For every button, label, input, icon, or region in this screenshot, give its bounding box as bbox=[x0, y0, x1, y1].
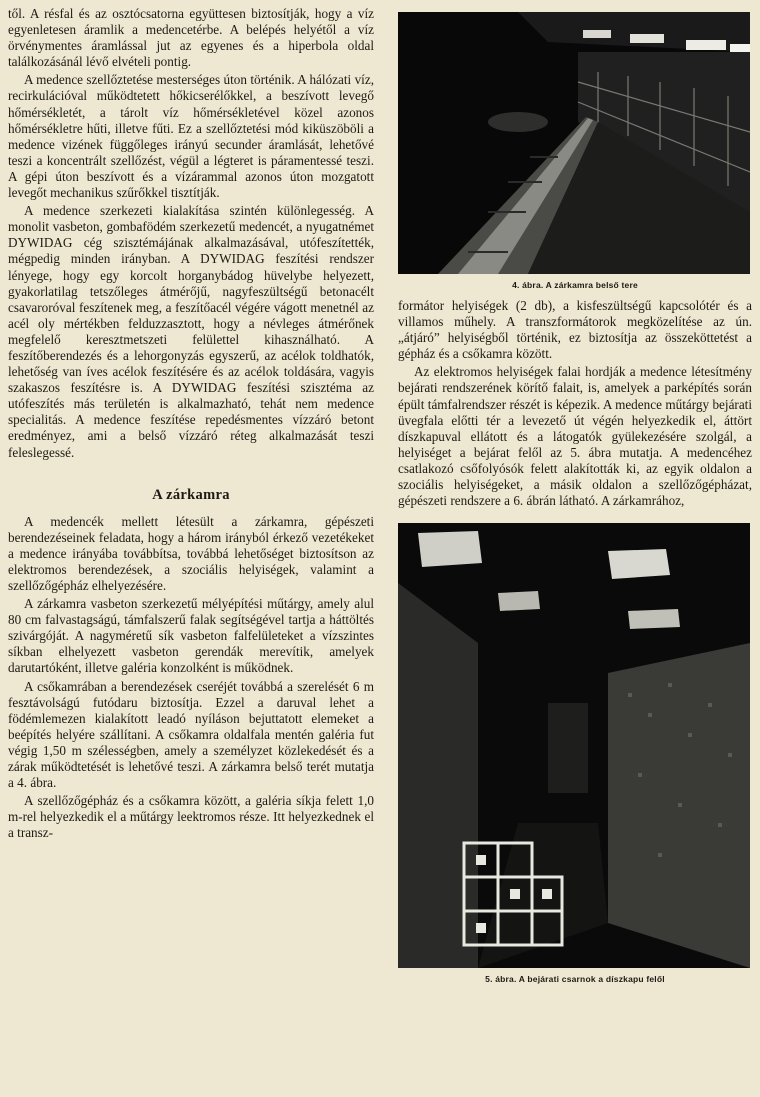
section-heading-zarkamra: A zárkamra bbox=[152, 486, 230, 503]
paragraph-zarkamra-intro: A medencék mellett létesült a zárkamra, gépészeti berendezéseinek feladata, hogy a három irányból érkező vezetékeket a medence irányába továbbítsa, továbbá lehetőséget biztosítson az elektromos berendezések, a szociális helyiségek, valamint a szellőzőgépház elhelyezésére. bbox=[8, 513, 374, 593]
paragraph-electrical: A szellőzőgépház és a csőkamra között, a galéria síkja felett 1,0 m-rel helyezkedik el a műtárgy leektromos része. Itt helyezkednek el a transz- bbox=[8, 793, 374, 841]
figure-4-photo bbox=[398, 12, 750, 274]
paragraph-crane: A csőkamrában a berendezések cseréjét továbbá a szerelését 6 m fesztávolságú futódaru biztosítja. Ezzel a daruval lehet a födémlemezen kialakított leadó nyíláson bejuttatott elemeket a beépítés helyére szállítani. A csőkamra oldalfala mentén galéria fut végig 1,50 m szélességben, amely a személyzet közlekedését és a zárak működtetését is lehetővé teszi. A zárkamra belső terét mutatja a 4. ábra. bbox=[8, 678, 374, 791]
right-column bbox=[398, 12, 752, 992]
paragraph-ventilation: A medence szellőztetése mesterséges úton történik. A hálózati víz, recirkulációval működtetett hőkicserélőkkel, a beszívott levegő hőmérsékletét, a tárolt víz hőmérsékletével közel azonos hőmérsékletre hűti, illetve fűti. Ez a szellőztetési mód kiküszöböli a medence vizének függőleges irányú secunder áramlását, lehetővé teszi a koncentrált szellőzést, végül a légteret is páramentessé teszi. A gépi úton beszívott és a vízárammal azonos úton mozgatott levegőt mechanikus szűrőkkel tisztítják. bbox=[8, 72, 374, 201]
paragraph-transformer: formátor helyiségek (2 db), a kisfeszültségű kapcsolótér és a villamos műhely. A transzformátorok megközelítése az ún. „átjáró” helyiségből történik, ez biztosítja az összeköttetést a gépház és a csőkamra között. bbox=[398, 298, 752, 362]
paragraph-structure: A medence szerkezeti kialakítása szintén különlegesség. A monolit vasbeton, gombafödém szerkezetű medencét, a nyugatnémet DYWIDAG cég szisztémájának alkalmazásával, utófeszítették, mégpedig minden irányban. A DYWIDAG feszítési rendszer lényege, hogy egy korcolt horganybádog hüvelybe helyezett, gyakorlatilag tetszőleges átmérőjű, nagyfeszültségű betonacélt csavaroróval feszítenek meg, a feszítőacél végére vágott menetnél az acél oly mértékben felduzzasztott, hogy a névleges átmérőnek megfelelő keresztmetszeti felülettel kihasználható. A feszítőberendezés és a lehorgonyzás egyszerű, az acélok toldhatók, lehetőség van íves acélok feszítésére és az acélok toldására, vagyis szakaszos feszítésre is. A DYWIDAG feszítési szisztéma az utófeszítés más területén is alkalmazható, tehát nem medence specialitás. A medence feszítése repedésmentes vízzáró betont eredményez, ami a belső vízzáró réteg alkalmazását teszi feleslegessé. bbox=[8, 203, 374, 460]
figure-4-caption: 4. ábra. A zárkamra belső tere bbox=[512, 280, 638, 290]
figure-5-caption: 5. ábra. A bejárati csarnok a díszkapu felől bbox=[485, 974, 665, 985]
figure-5-photo bbox=[398, 523, 750, 968]
left-column bbox=[8, 6, 374, 842]
paragraph-entrance: Az elektromos helyiségek falai hordják a medence létesítmény bejárati rendszerének körítő falait, is, amelyek a parképítés során épült támfalrendszer részét is képezik. A medence műtárgy bejárati üvegfala előtti tér a levezető út végén helyezkedik el, áttört díszkapuval ellátott és a látogatók gyülekezésére szolgál, a helyiséget a bejárat felől az 5. ábra mutatja. A medencéhez csatlakozó csőfolyósók felett alakították ki, az egyik oldalon a szociális helyiségeket, a másik oldalon a szellőzőgépházat, gépészeti rendszere a 6. ábrán látható. A zárkamrához, bbox=[398, 364, 752, 509]
paragraph-zarkamra-structure: A zárkamra vasbeton szerkezetű mélyépítési műtárgy, amely alul 80 cm falvastagságú, támfalszerű falak segítségével tartja a háttöltés szivárgóját. A nagyméretű sík vasbeton falfelületeket a vízszintes síkban elhelyezett vasbeton gerendák merevítik, amelyek darutartóként, illetve galéria konzolként is működnek. bbox=[8, 596, 374, 676]
paragraph-flow-control: től. A résfal és az osztócsatorna együttesen biztosítják, hogy a víz egyenletesen áramlik a medencetérbe. A belépés helyétől a víz örvénymentes áramlással jut az egyenes és a hiperbola oldal találkozásánál lévő elvételi pontig. bbox=[8, 6, 374, 70]
